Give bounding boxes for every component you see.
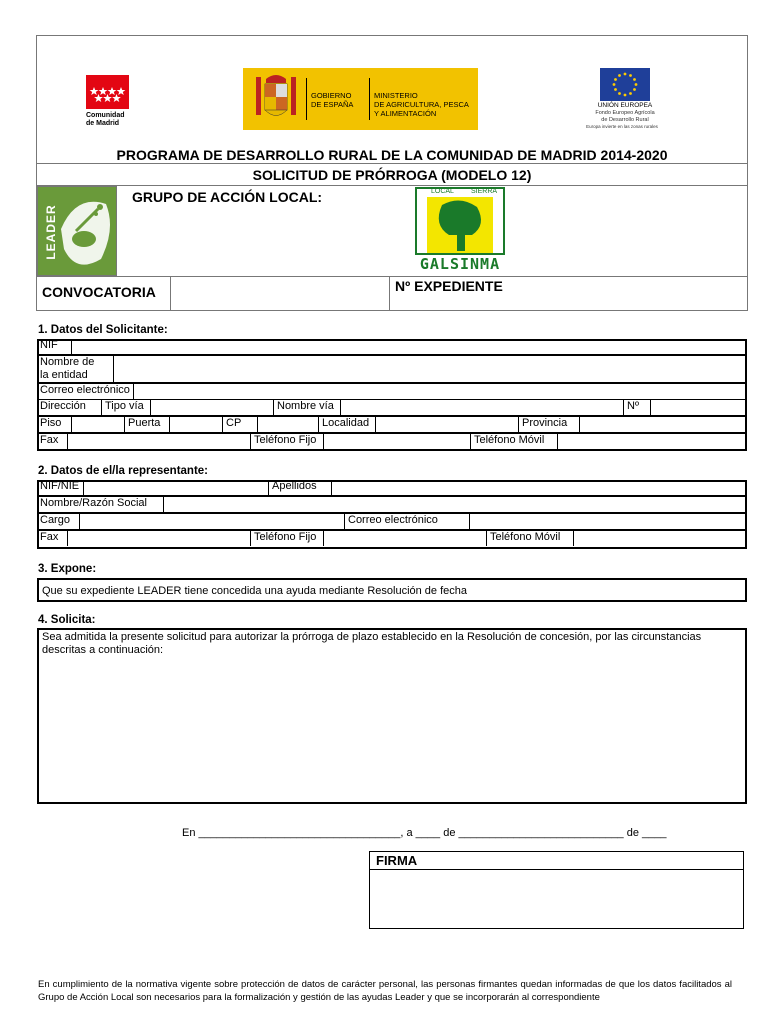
correo-rep-field[interactable] — [470, 514, 748, 530]
apellidos-label: Apellidos — [269, 480, 332, 496]
nombre-via-field[interactable] — [341, 400, 624, 416]
section2-row-nif — [37, 480, 747, 496]
telefono-fijo-rep-field[interactable] — [324, 531, 487, 547]
galsinma-top-right: SIERRA — [471, 188, 498, 195]
convocatoria-label: CONVOCATORIA — [42, 284, 156, 300]
nif-field[interactable] — [72, 339, 748, 355]
nombre-via-label: Nombre vía — [274, 400, 341, 416]
fax-label: Fax — [37, 434, 68, 450]
nombre-label — [37, 356, 114, 383]
telefono-fijo-rep-label: Teléfono Fijo — [251, 531, 324, 547]
correo-label: Correo electrónico — [37, 384, 133, 400]
razon-social-label: Nombre/Razón Social — [37, 497, 164, 513]
ministerio-line3: Y ALIMENTACIÓN — [374, 109, 437, 118]
madrid-logo-line2: de Madrid — [86, 120, 120, 127]
nif-nie-label: NIF/NIE — [37, 480, 84, 496]
section1-row-direccion — [37, 399, 747, 416]
convocatoria-field[interactable] — [171, 277, 389, 310]
provincia-field[interactable] — [580, 417, 748, 433]
galsinma-logo — [415, 187, 505, 273]
cp-label: CP — [223, 417, 258, 433]
puerta-field[interactable] — [170, 417, 223, 433]
gal-label: GRUPO DE ACCIÓN LOCAL: — [132, 189, 323, 205]
telefono-movil-rep-field[interactable] — [574, 531, 748, 547]
telefono-fijo-field[interactable] — [324, 434, 471, 450]
privacy-footer: En cumplimiento de la normativa vigente sobre protección de datos de carácter personal, las personas firmantes quedan informadas de que los datos facilitados al Grupo de Acción Local son necesarios para la formalización y gestión de las ayudas Leader y que se incorporarán al correspondiente — [38, 979, 732, 1003]
tipo-via-label: Tipo vía — [102, 400, 151, 416]
localidad-label: Localidad — [319, 417, 376, 433]
nombre-label-line1: Nombre de — [40, 356, 95, 368]
expediente-divider — [389, 276, 390, 311]
section4-text: Sea admitida la presente solicitud para autorizar la prórroga de plazo establecido en la Resolución de concesión, por las circunstancias descritas a continuación: — [42, 631, 702, 656]
firma-box[interactable] — [369, 851, 744, 929]
leader-emblem-icon — [56, 189, 116, 275]
section3-box[interactable] — [37, 578, 747, 602]
numero-field[interactable] — [651, 400, 748, 416]
section2-row-fax — [37, 530, 747, 546]
section1-row-correo — [37, 383, 747, 400]
leader-logo — [37, 186, 117, 276]
telefono-movil-label: Teléfono Móvil — [471, 434, 558, 450]
fax-field[interactable] — [68, 434, 251, 450]
eu-logo-line4: Europa invierte en las zonas rurales — [586, 124, 658, 129]
gobierno-logo — [243, 68, 478, 130]
fax-rep-field[interactable] — [68, 531, 251, 547]
ministerio-line2: DE AGRICULTURA, PESCA — [374, 100, 469, 109]
fax-rep-label: Fax — [37, 531, 68, 547]
madrid-logo-line1: Comunidad — [86, 112, 125, 119]
puerta-label: Puerta — [125, 417, 170, 433]
galsinma-frame — [415, 187, 505, 255]
section3-text: Que su expediente LEADER tiene concedida una ayuda mediante Resolución de fecha — [42, 585, 468, 597]
section1-row-nif — [37, 339, 747, 355]
section2-title: 2. Datos de el/la representante: — [38, 465, 209, 477]
eu-flag-icon — [600, 68, 650, 101]
apellidos-field[interactable] — [332, 480, 748, 496]
section2-row-cargo — [37, 513, 747, 530]
gobierno-line2: DE ESPAÑA — [311, 100, 354, 109]
title-divider-2 — [36, 185, 748, 186]
eu-logo-line3: de Desarrollo Rural — [601, 116, 649, 123]
firma-label: FIRMA — [376, 853, 418, 868]
section4-title: 4. Solicita: — [38, 614, 96, 626]
galsinma-tree-icon — [417, 195, 503, 255]
nif-nie-field[interactable] — [84, 480, 269, 496]
madrid-flag-icon — [86, 75, 129, 109]
form-title: SOLICITUD DE PRÓRROGA (MODELO 12) — [252, 167, 532, 183]
galsinma-top-left: LOCAL — [431, 188, 454, 195]
gobierno-line1: GOBIERNO — [311, 91, 352, 100]
ministerio-divider — [369, 78, 370, 120]
galsinma-name: GALSINMA — [419, 255, 501, 273]
eu-logo-line2: Fondo Europeo Agrícola — [595, 110, 655, 116]
correo-field[interactable] — [133, 384, 747, 400]
section4-box[interactable] — [37, 628, 747, 804]
tipo-via-field[interactable] — [151, 400, 274, 416]
leader-logo-text: LEADER — [44, 204, 58, 260]
gobierno-text — [311, 91, 353, 109]
numero-label: Nº — [624, 400, 651, 416]
section3-title: 3. Expone: — [38, 563, 97, 575]
gobierno-divider — [306, 78, 307, 120]
nombre-field[interactable] — [114, 356, 748, 383]
cargo-label: Cargo — [37, 514, 80, 530]
piso-label: Piso — [37, 417, 72, 433]
eu-logo — [580, 68, 670, 132]
ministerio-line1: MINISTERIO — [374, 91, 418, 100]
localidad-field[interactable] — [376, 417, 519, 433]
expediente-label: Nº EXPEDIENTE — [395, 278, 503, 294]
ministerio-text — [374, 91, 469, 118]
coat-of-arms-icon — [251, 71, 301, 127]
telefono-movil-rep-label: Teléfono Móvil — [487, 531, 574, 547]
cargo-field[interactable] — [80, 514, 345, 530]
telefono-movil-field[interactable] — [558, 434, 748, 450]
section1-row-piso — [37, 416, 747, 433]
cp-field[interactable] — [258, 417, 319, 433]
provincia-label: Provincia — [519, 417, 580, 433]
title-divider — [36, 163, 748, 164]
section1-row-fax — [37, 433, 747, 449]
expediente-field[interactable] — [520, 277, 746, 310]
section1-title: 1. Datos del Solicitante: — [38, 324, 168, 336]
nif-label: NIF — [37, 339, 72, 355]
telefono-fijo-label: Teléfono Fijo — [251, 434, 324, 450]
program-title: PROGRAMA DE DESARROLLO RURAL DE LA COMUNIDAD DE MADRID 2014-2020 — [116, 147, 668, 163]
firma-divider — [370, 869, 743, 870]
piso-field[interactable] — [72, 417, 125, 433]
section2-row-razon — [37, 496, 747, 513]
place-date-line[interactable]: En _________________________________, a ____ de ___________________________ de ____ — [182, 827, 667, 839]
madrid-logo — [86, 75, 131, 130]
eu-logo-line1: UNIÓN EUROPEA — [597, 102, 653, 109]
correo-rep-label: Correo electrónico — [345, 514, 470, 530]
nombre-label-line2: la entidad — [40, 369, 88, 381]
direccion-label: Dirección — [37, 400, 102, 416]
razon-social-field[interactable] — [164, 497, 748, 513]
section1-row-nombre — [37, 355, 747, 383]
